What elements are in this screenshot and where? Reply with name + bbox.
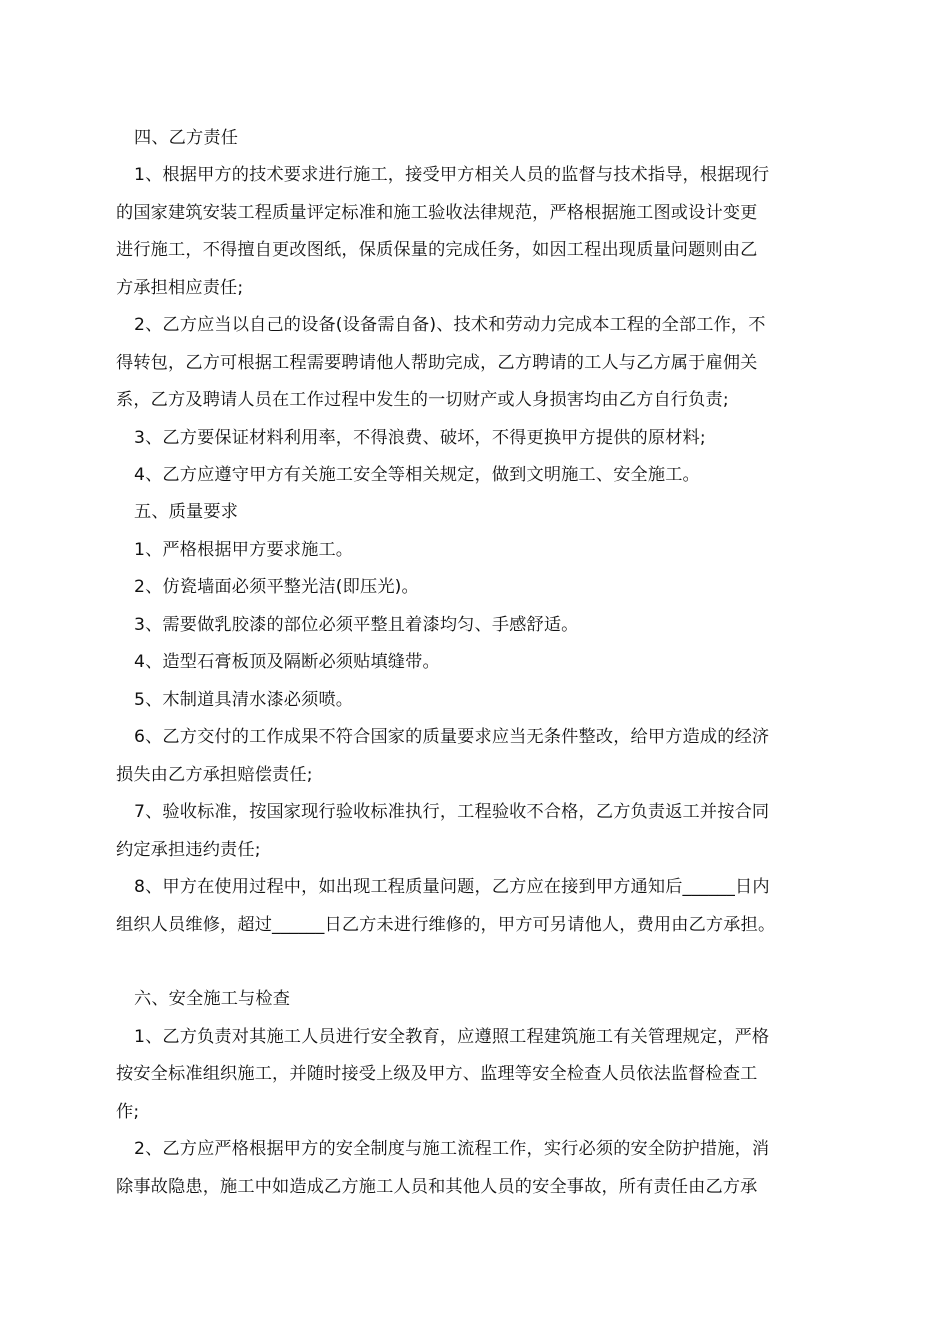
section-5-heading: 五、质量要求 <box>134 502 239 522</box>
s5-item5: 5、木制道具清水漆必须喷。 <box>134 690 354 710</box>
s6-item2-line2: 除事故隐患，施工中如造成乙方施工人员和其他人员的安全事故，所有责任由乙方承 <box>116 1177 758 1197</box>
s4-item1-line3: 进行施工，不得擅自更改图纸，保质保量的完成任务，如因工程出现质量问题则由乙 <box>116 240 758 260</box>
s5-item1: 1、严格根据甲方要求施工。 <box>134 540 354 560</box>
s4-item1-line4: 方承担相应责任; <box>116 278 244 298</box>
section-6-heading: 六、安全施工与检查 <box>134 989 291 1009</box>
s5-item8-line1: 8、甲方在使用过程中，如出现工程质量问题，乙方应在接到甲方通知后______日内 <box>134 877 770 897</box>
s4-item1-line2: 的国家建筑安装工程质量评定标准和施工验收法律规范，严格根据施工图或设计变更 <box>116 203 758 223</box>
s4-item2-line1: 2、乙方应当以自己的设备(设备需自备)、技术和劳动力完成本工程的全部工作，不 <box>134 315 766 335</box>
s5-item7-line1: 7、验收标准，按国家现行验收标准执行，工程验收不合格，乙方负责返工并按合同 <box>134 802 770 822</box>
s4-item4: 4、乙方应遵守甲方有关施工安全等相关规定，做到文明施工、安全施工。 <box>134 465 700 485</box>
s5-item6-line2: 损失由乙方承担赔偿责任; <box>116 765 313 785</box>
s5-item8-line2: 组织人员维修，超过______日乙方未进行维修的，甲方可另请他人，费用由乙方承担。 <box>116 915 776 935</box>
s6-item1-line3: 作; <box>116 1102 140 1122</box>
section-4-heading: 四、乙方责任 <box>134 128 239 148</box>
s5-item4: 4、造型石膏板顶及隔断必须贴填缝带。 <box>134 652 440 672</box>
s4-item2-line3: 系，乙方及聘请人员在工作过程中发生的一切财产或人身损害均由乙方自行负责; <box>116 390 729 410</box>
s4-item3: 3、乙方要保证材料利用率，不得浪费、破坏，不得更换甲方提供的原材料; <box>134 428 706 448</box>
s5-item6-line1: 6、乙方交付的工作成果不符合国家的质量要求应当无条件整改，给甲方造成的经济 <box>134 727 770 747</box>
s4-item2-line2: 得转包，乙方可根据工程需要聘请他人帮助完成，乙方聘请的工人与乙方属于雇佣关 <box>116 353 758 373</box>
s5-item3: 3、需要做乳胶漆的部位必须平整且着漆均匀、手感舒适。 <box>134 615 579 635</box>
s6-item1-line1: 1、乙方负责对其施工人员进行安全教育，应遵照工程建筑施工有关管理规定，严格 <box>134 1027 770 1047</box>
s6-item1-line2: 按安全标准组织施工，并随时接受上级及甲方、监理等安全检查人员依法监督检查工 <box>116 1064 758 1084</box>
s4-item1-line1: 1、根据甲方的技术要求进行施工，接受甲方相关人员的监督与技术指导，根据现行 <box>134 165 770 185</box>
s5-item7-line2: 约定承担违约责任; <box>116 840 261 860</box>
s6-item2-line1: 2、乙方应严格根据甲方的安全制度与施工流程工作，实行必须的安全防护措施，消 <box>134 1139 770 1159</box>
s5-item2: 2、仿瓷墙面必须平整光洁(即压光)。 <box>134 577 419 597</box>
